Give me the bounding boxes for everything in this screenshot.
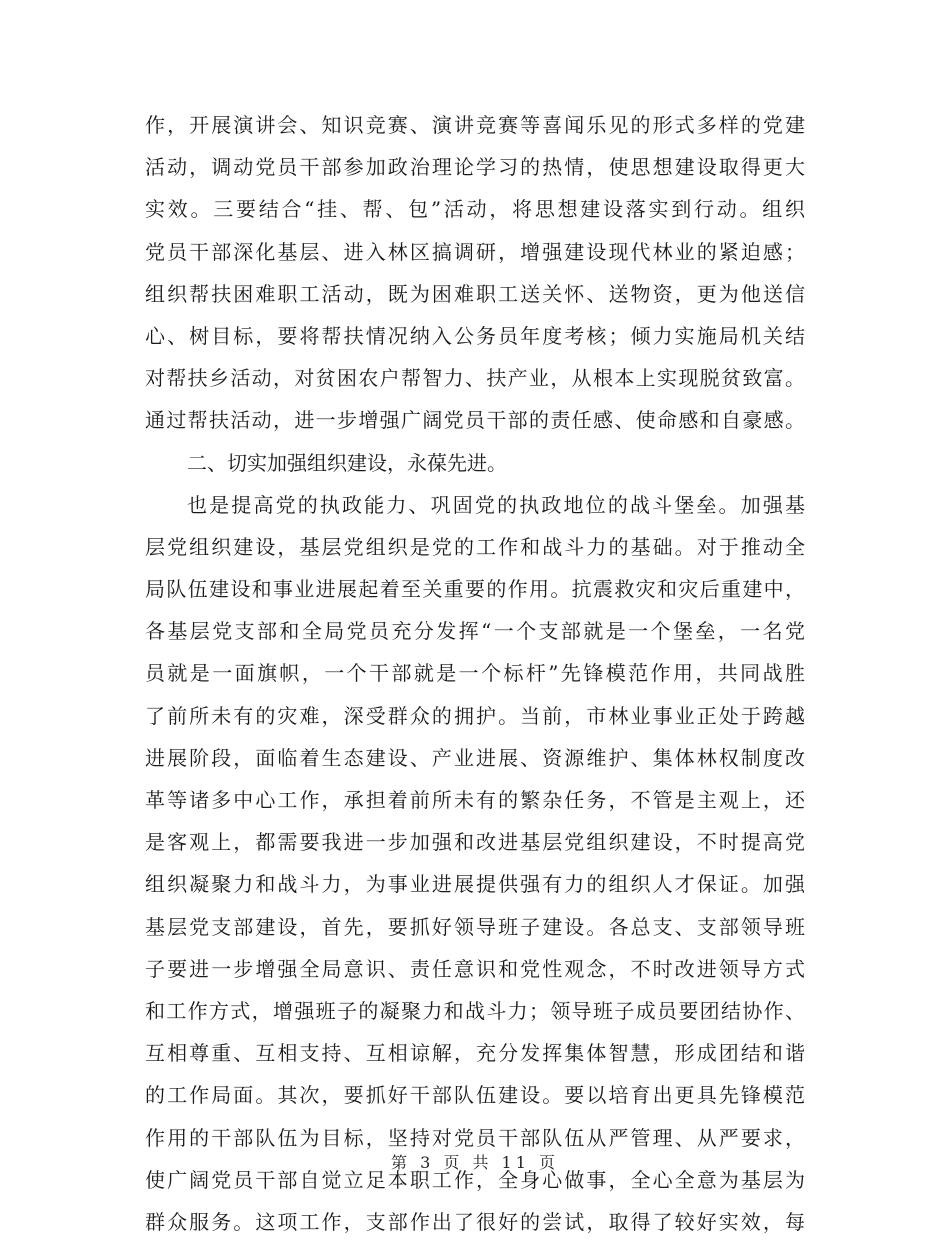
text-line: 心、树目标，要将帮扶情况纳入公务员年度考核；倾力实施局机关结 <box>145 323 805 348</box>
page-footer: 第 3 页 共 11 页 <box>391 1153 559 1172</box>
text-line: 组织凝聚力和战斗力，为事业进展提供强有力的组织人才保证。加强 <box>145 872 805 897</box>
text-line: 基层党支部建设，首先，要抓好领导班子建设。各总支、支部领导班 <box>145 914 805 939</box>
text-line: 各基层党支部和全局党员充分发挥“一个支部就是一个堡垒，一名党 <box>145 619 805 644</box>
text-line: 通过帮扶活动，进一步增强广阔党员干部的责任感、使命感和自豪感。 <box>145 408 805 433</box>
text-line: 作，开展演讲会、知识竞赛、演讲竞赛等喜闻乐见的形式多样的党建 <box>145 113 805 137</box>
text-line: 对帮扶乡活动，对贫困农户帮智力、扶产业，从根本上实现脱贫致富。 <box>145 366 805 391</box>
text-line: 子要进一步增强全局意识、责任意识和党性观念，不时改进领导方式 <box>145 956 805 981</box>
text-line: 实效。三要结合“挂、帮、包”活动，将思想建设落实到行动。组织 <box>145 197 805 222</box>
section-heading: 二、切实加强组织建设，永葆先进。 <box>187 450 507 475</box>
text-line: 进展阶段，面临着生态建设、产业进展、资源维护、集体林权制度改 <box>145 745 805 770</box>
text-line: 互相尊重、互相支持、互相谅解，充分发挥集体智慧，形成团结和谐 <box>145 1041 805 1066</box>
text-line: 党员干部深化基层、进入林区搞调研，增强建设现代林业的紧迫感； <box>145 239 805 264</box>
text-line: 和工作方式，增强班子的凝聚力和战斗力；领导班子成员要团结协作、 <box>145 998 805 1023</box>
text-line: 了前所未有的灾难，深受群众的拥护。当前，市林业事业正处于跨越 <box>145 703 805 728</box>
text-line: 也是提高党的执政能力、巩固党的执政地位的战斗堡垒。加强基 <box>187 492 805 517</box>
text-line: 作用的干部队伍为目标，坚持对党员干部队伍从严管理、从严要求， <box>145 1125 805 1150</box>
text-line: 员就是一面旗帜，一个干部就是一个标杆”先锋模范作用，共同战胜 <box>145 661 805 686</box>
text-line: 组织帮扶困难职工活动，既为困难职工送关怀、送物资，更为他送信 <box>145 281 805 306</box>
text-line: 的工作局面。其次，要抓好干部队伍建设。要以培育出更具先锋模范 <box>145 1083 805 1108</box>
text-line: 局队伍建设和事业进展起着至关重要的作用。抗震救灾和灾后重建中， <box>145 577 805 602</box>
document-body <box>145 104 805 1243</box>
text-line: 革等诸多中心工作，承担着前所未有的繁杂任务，不管是主观上，还 <box>145 788 805 812</box>
text-line: 群众服务。这项工作，支部作出了很好的尝试，取得了较好实效，每 <box>145 1209 805 1234</box>
text-line: 层党组织建设，基层党组织是党的工作和战斗力的基础。对于推动全 <box>145 534 805 559</box>
text-line: 活动，调动党员干部参加政治理论学习的热情，使思想建设取得更大 <box>145 155 805 180</box>
text-line: 是客观上，都需要我进一步加强和改进基层党组织建设，不时提高党 <box>145 830 805 855</box>
text-line: 使广阔党员干部自觉立足本职工作，全身心做事，全心全意为基层为 <box>145 1167 805 1192</box>
